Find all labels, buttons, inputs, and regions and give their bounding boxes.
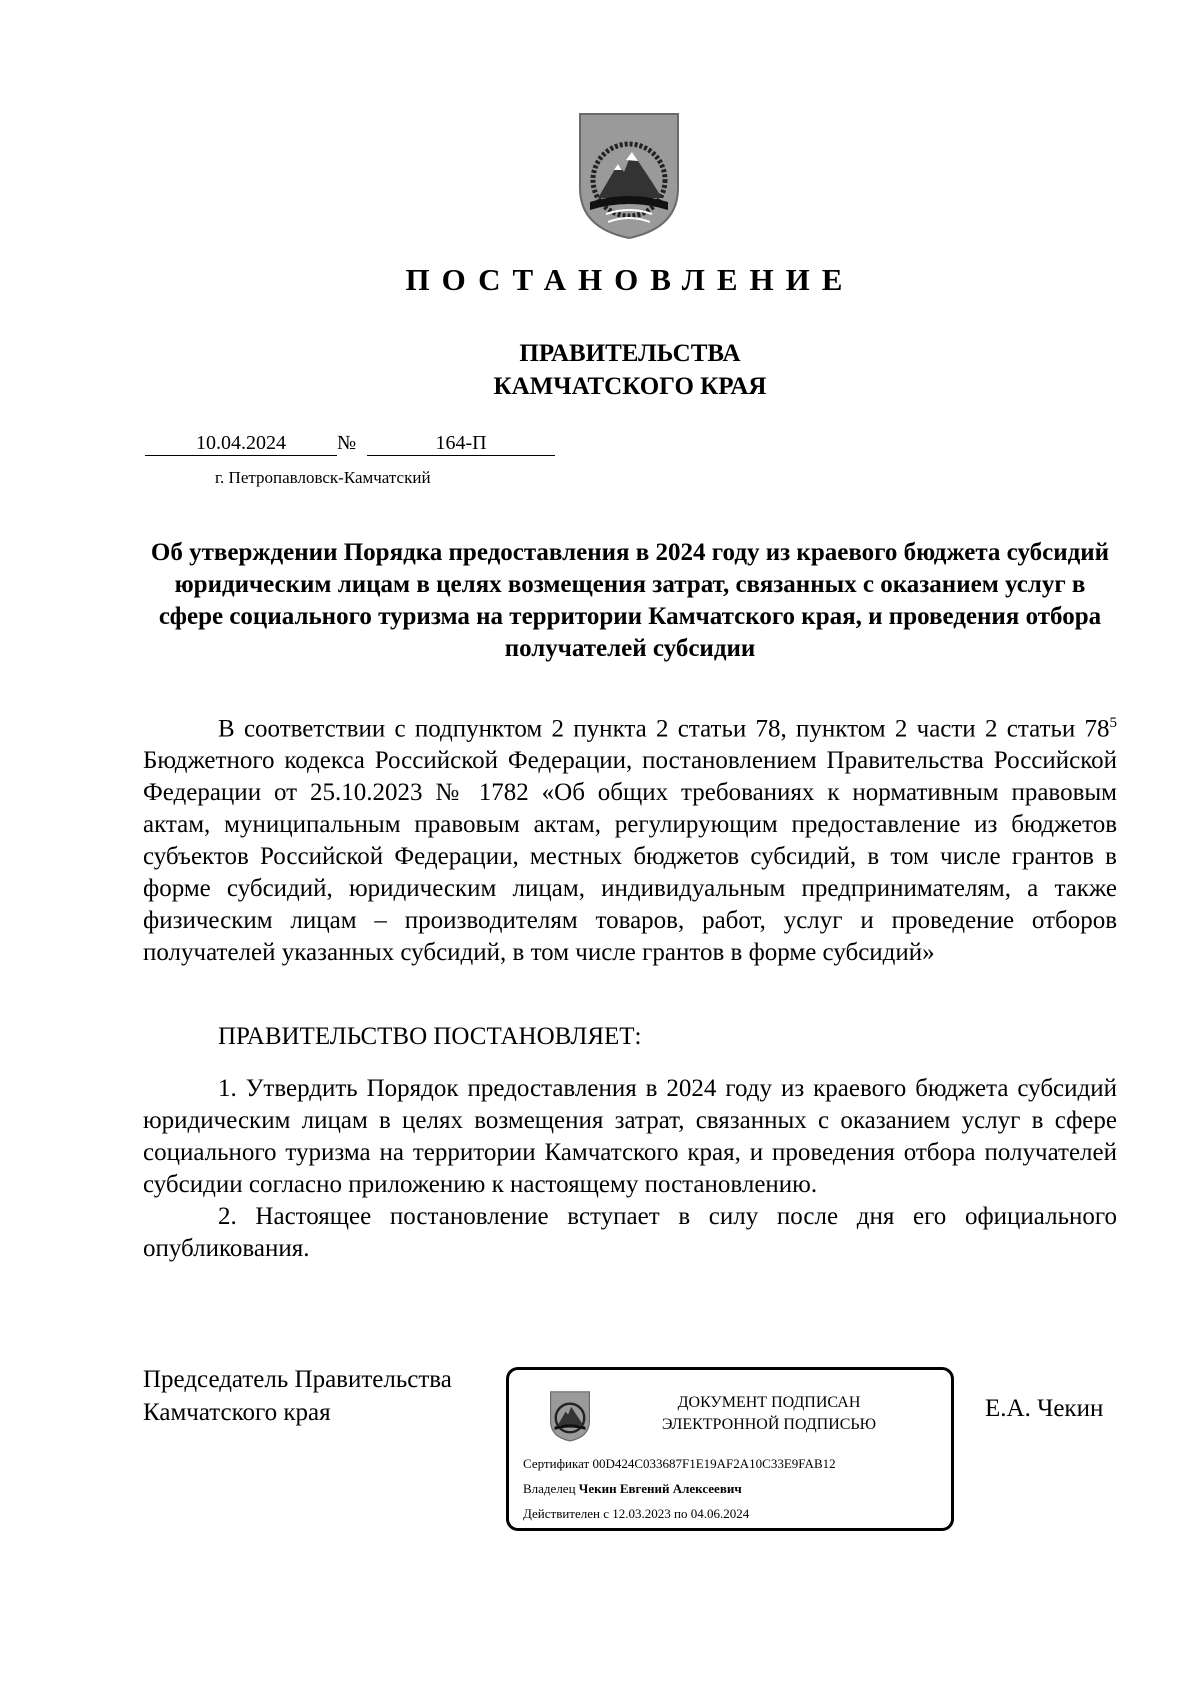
signatory-position [143,1363,452,1429]
preamble-part-1: В соответствии с подпунктом 2 пункта 2 статьи 78, пунктом 2 части 2 статьи 78 [218,715,1110,743]
signatory-position-line-1: Председатель Правительства [143,1366,452,1393]
stamp-validity-line [523,1506,749,1522]
stamp-heading-line-2: ЭЛЕКТРОННОЙ ПОДПИСЬЮ [661,1416,877,1433]
preamble-part-2: Бюджетного кодекса Российской Федерации, постановлением Правительства Российской Федерации от 25.10.2023 № 1782 «Об общих требованиях к нормативным правовым актам, муниципальным правовым актам, регулирующим предоставление из бюджетов субъектов Российской Федерации, местных бюджетов субсидий, в том числе грантов в форме субсидий, юридическим лицам, индивидуальным предпринимателям, а также физическим лицам – производителям товаров, работ, услуг и проведение отборов получателей указанных субсидий, в том числе грантов в форме субсидий» [143,747,1117,967]
resolution-item-1: 1. Утвердить Порядок предоставления в 2024 году из краевого бюджета субсидий юридическим лицам в целях возмещения затрат, связанных с оказанием услуг в сфере социального туризма на территории Камчатского края, и проведения отбора получателей субсидии согласно приложению к настоящему постановлению. [143,1075,1117,1198]
registration-number-label: № [337,432,357,454]
resolve-heading: ПРАВИТЕЛЬСТВО ПОСТАНОВЛЯЕТ: [218,1023,642,1050]
stamp-certificate-line [523,1456,836,1472]
registration-date: 10.04.2024 [145,432,337,456]
stamp-heading-line-1: ДОКУМЕНТ ПОДПИСАН [677,1394,861,1411]
stamp-owner-label: Владелец [523,1481,576,1496]
preamble-paragraph [143,707,1117,969]
signatory-name: Е.А. Чекин [985,1395,1104,1422]
issuer-line-2: КАМЧАТСКОГО КРАЯ [493,373,767,400]
stamp-owner-line [523,1481,742,1497]
stamp-valid-to: 04.06.2024 [690,1506,750,1521]
stamp-certificate-value: 00D424C033687F1E19AF2A10C33E9FAB12 [592,1456,836,1471]
stamp-heading [599,1392,939,1436]
issuer-line-1: ПРАВИТЕЛЬСТВА [519,340,741,367]
resolution-items [143,1073,1117,1265]
electronic-signature-stamp [506,1367,954,1531]
registration-number: 164-П [367,432,555,456]
document-type-title: ПОСТАНОВЛЕНИЕ [405,262,855,297]
issuer-title [0,337,1200,403]
preamble-superscript: 5 [1109,715,1117,731]
stamp-certificate-label: Сертификат [523,1456,590,1471]
coat-of-arms-icon [576,110,682,240]
document-subject: Об утверждении Порядка предоставления в 2024 году из краевого бюджета субсидий юридическим лицам в целях возмещения затрат, связанных с оказанием услуг в сфере социального туризма на территории Камчатского края, и проведения отбора получателей субсидии [150,539,1110,662]
stamp-valid-from: 12.03.2023 [612,1506,671,1521]
stamp-owner-value: Чекин Евгений Алексеевич [578,1481,742,1496]
stamp-valid-to-label: по [674,1506,688,1521]
stamp-emblem-icon [549,1390,591,1442]
registration-city: г. Петропавловск-Камчатский [215,468,431,487]
resolution-item-2: 2. Настоящее постановление вступает в силу после дня его официального опубликования. [143,1203,1117,1262]
stamp-valid-label: Действителен с [523,1506,609,1521]
signatory-position-line-2: Камчатского края [143,1399,331,1426]
